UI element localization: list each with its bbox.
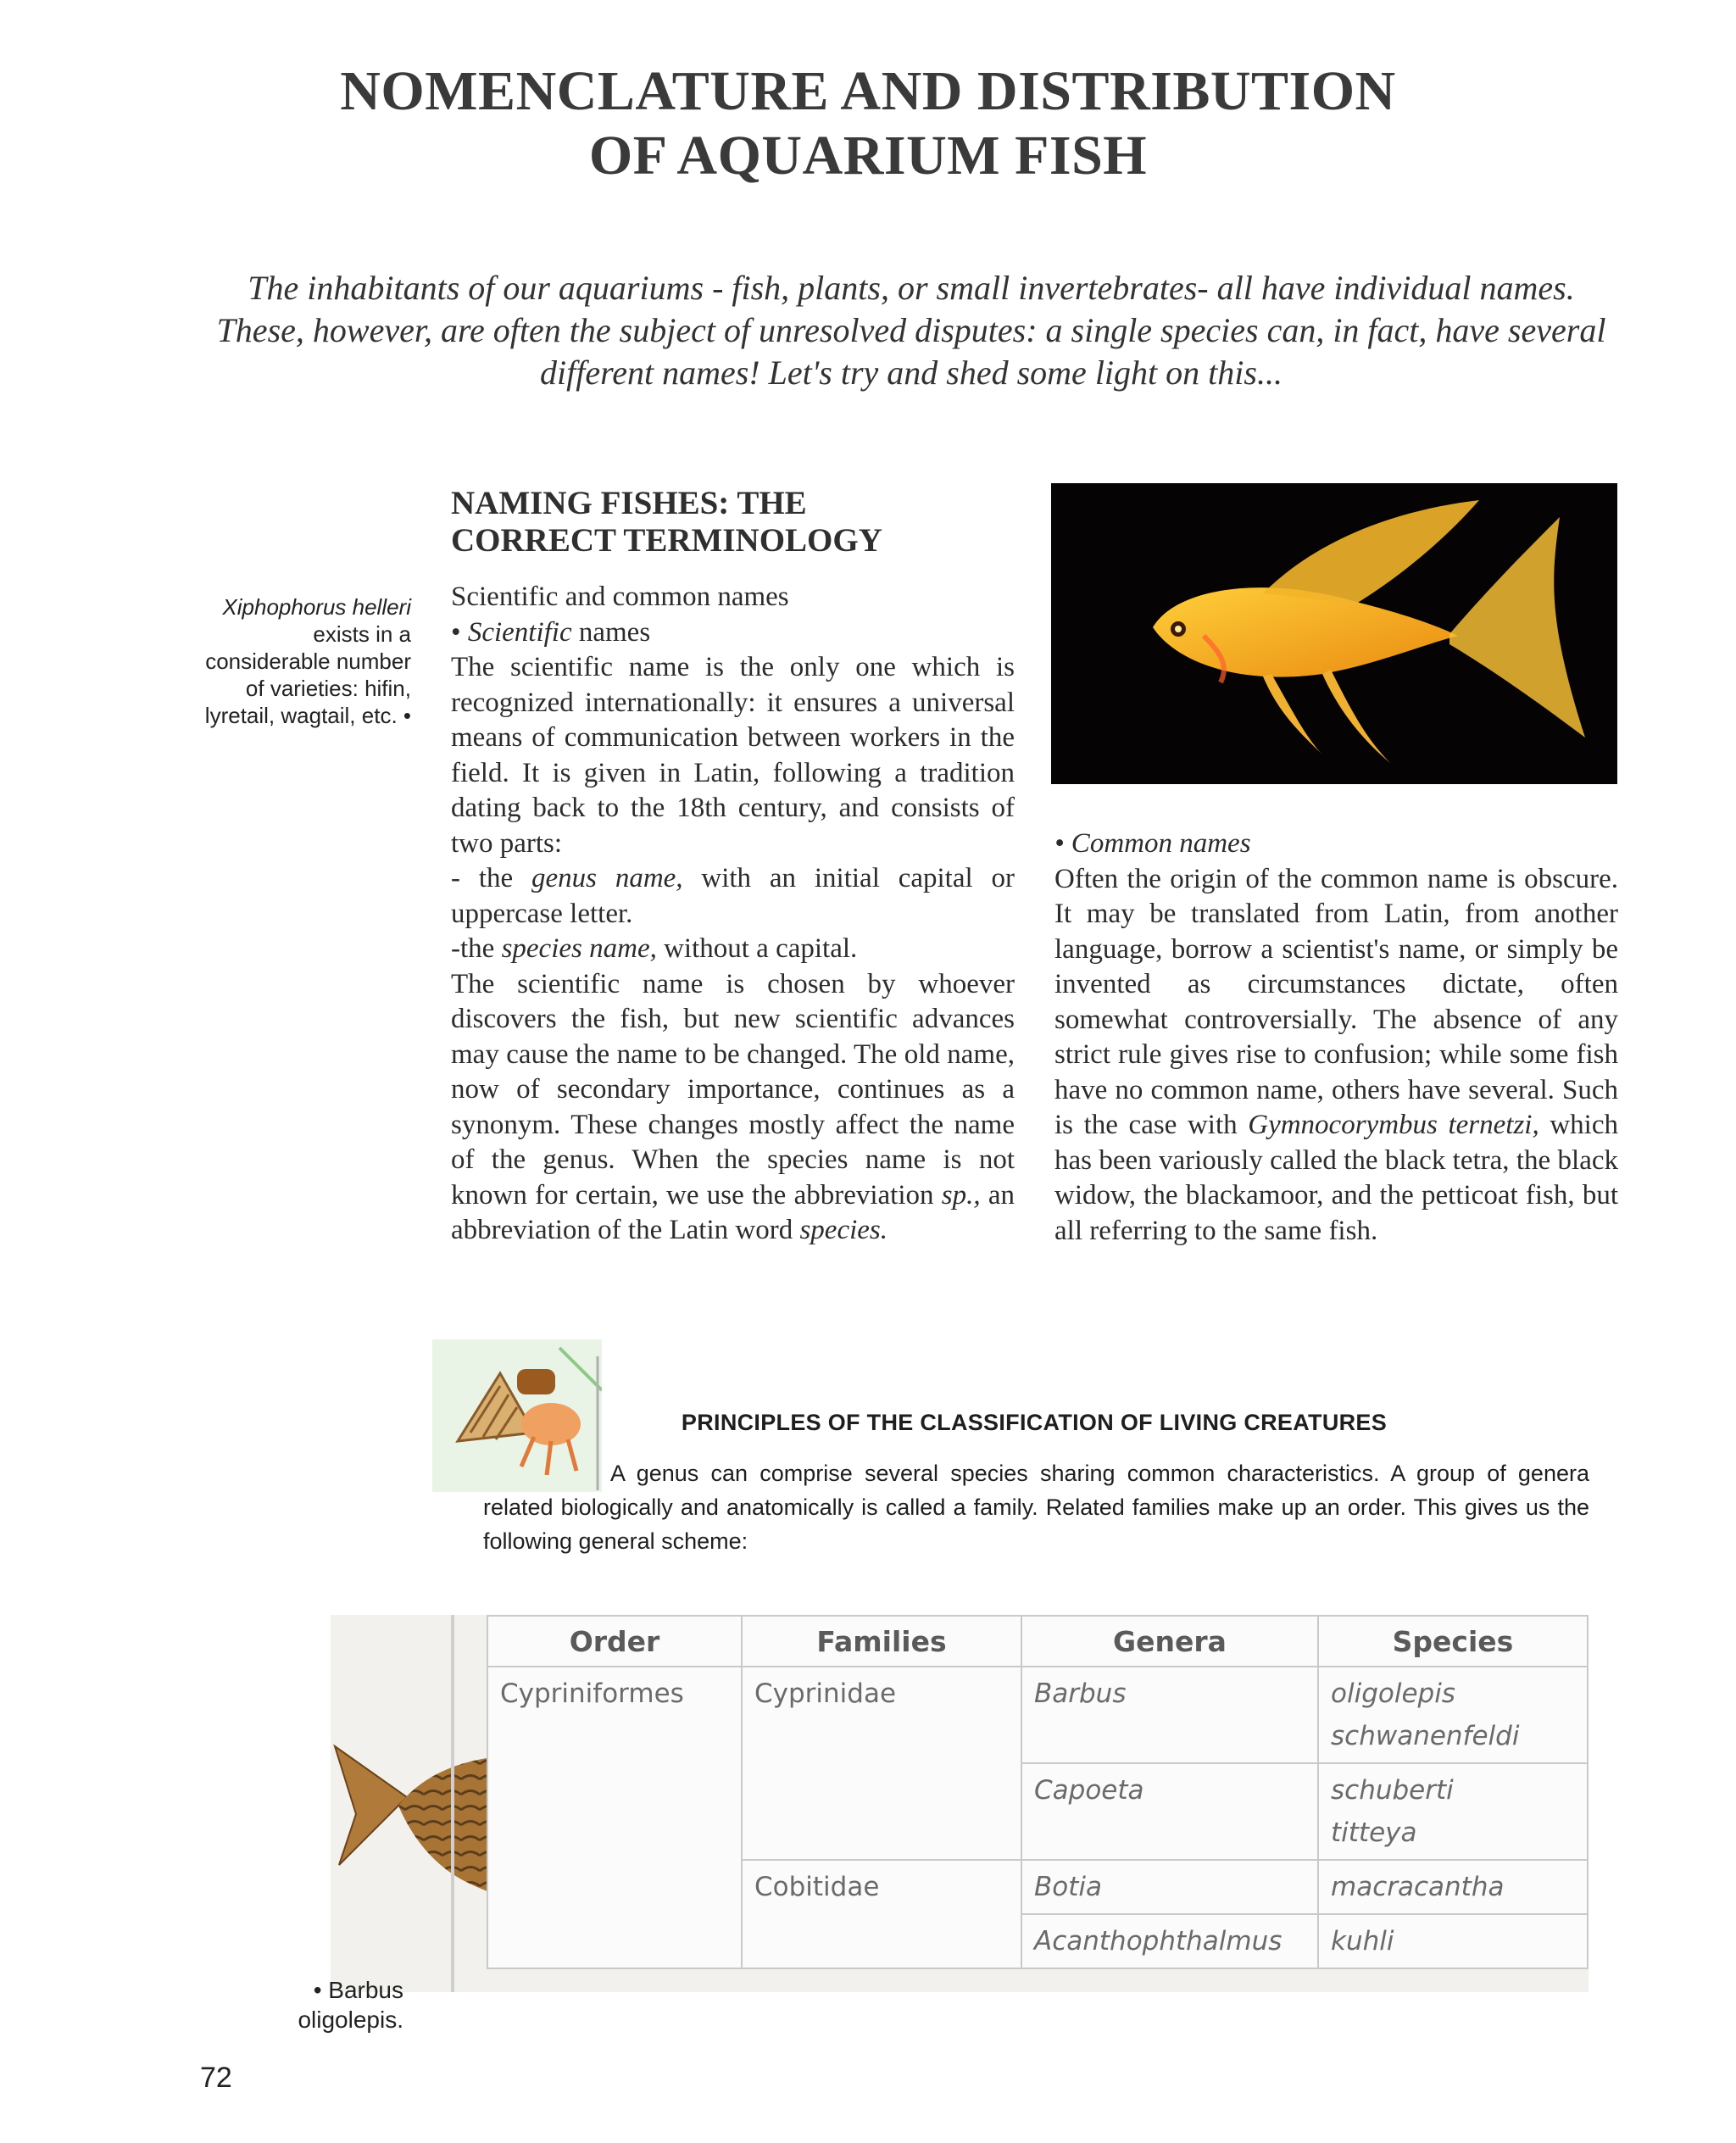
species-name: titteya [1331,1817,1417,1848]
bullet-italic: Scientific [467,616,572,648]
genus-prefix: - the [451,863,531,893]
page-title [0,59,1736,188]
species-item [451,932,1015,967]
cell-family [742,1763,1021,1860]
species-name: schwanenfeldi [1331,1721,1520,1751]
species-rest: without a capital. [656,933,858,964]
swordtail-photo [1051,483,1617,784]
cell-genus: Barbus [1021,1667,1318,1763]
paragraph-naming-changes [451,967,1015,1249]
title-line-1: NOMENCLATURE AND DISTRIBUTION [340,60,1396,122]
section-heading-line-1: NAMING FISHES: THE [451,485,807,521]
cell-family: Cobitidae [742,1860,1021,1914]
left-column [451,580,1015,1249]
species-name: macracantha [1331,1872,1505,1902]
common-names-bullet [1054,827,1618,862]
cell-genus: Capoeta [1021,1763,1318,1860]
caption-species-name: Xiphophorus helleri [222,594,411,620]
paragraph-scientific: The scientific name is the only one which is recognized internationally: it ensures a universal means of communication between workers in the field. It is given in Latin, following a tradition dating back to the 18th century, and consists of two parts: [451,652,1015,859]
caption-text: exists in a considerable number of varieties: hifin, lyretail, wagtail, etc. • [204,621,411,728]
right-column [1054,827,1618,1249]
principles-paragraph [483,1456,1589,1558]
para2-text-b: an abbreviation of the Latin word [451,1179,1015,1245]
cell-species [1318,1763,1588,1860]
table-row [487,1914,1588,1968]
cell-order [487,1763,742,1860]
table-row [487,1667,1588,1763]
common-text-b: which has been variously called the black tetra, the black widow, the blackamoor, and the petticoat fish, but all referring to the same fish. [1054,1110,1618,1246]
barbus-caption [254,1975,403,2034]
paragraph-common-names [1054,862,1618,1250]
barbus-caption-line-1: • Barbus [313,1977,403,2003]
cell-family: Cyprinidae [742,1667,1021,1763]
para2-sp: sp., [941,1179,981,1211]
page-number: 72 [200,2062,232,2094]
cell-family [742,1914,1021,1968]
genus-italic: genus name, [531,863,683,893]
section-heading-line-2: CORRECT TERMINOLOGY [451,522,882,559]
cell-species [1318,1860,1588,1914]
swordtail-fish-illustration [1051,483,1617,784]
barbus-caption-line-2: oligolepis. [298,2007,403,2033]
principles-heading: PRINCIPLES OF THE CLASSIFICATION OF LIVING CREATURES [681,1410,1388,1435]
bullet-rest: names [571,616,651,648]
column-header-order: Order [487,1616,742,1667]
cell-genus: Acanthophthalmus [1021,1914,1318,1968]
classification-table [487,1615,1589,1969]
cell-order: Cypriniformes [487,1667,742,1763]
para2-species: species. [799,1215,887,1245]
species-italic: species name, [501,933,657,964]
common-names-label: • Common names [1054,828,1251,859]
cell-species [1318,1667,1588,1763]
table-left-rule [451,1615,454,1992]
species-name: schuberti [1331,1775,1454,1806]
table-header-row [487,1616,1588,1667]
table-row [487,1860,1588,1914]
cell-order [487,1860,742,1914]
bullet-marker: • [451,616,468,648]
column-header-families: Families [742,1616,1021,1667]
principles-text: A genus can comprise several species sharing common characteristics. A group of genera related biologically and anatomically is called a family. Related families make up an order. This gives us the following general scheme: [483,1461,1589,1554]
title-line-2: OF AQUARIUM FISH [588,125,1148,186]
cell-genus: Botia [1021,1860,1318,1914]
common-text-a: Often the origin of the common name is obscure. It may be translated from Latin, from another language, borrow a scientist's name, or simply be invented as circumstances dictate, often somewhat controversially. The absence of any strict rule gives rise to confusion; while some fish have no common name, others have several. Such is the case with [1054,863,1618,1140]
section-heading [451,485,960,559]
species-prefix: -the [451,933,502,964]
bullet-scientific-names [451,615,1015,651]
intro-paragraph: The inhabitants of our aquariums - fish, plants, or small invertebrates- all have individual names. These, however, are often the subject of unresolved disputes: a single species can, in fact, have several different names! Let's try and shed some light on this... [216,269,1606,392]
table-row [487,1763,1588,1860]
column-header-species: Species [1318,1616,1588,1667]
para2-text-a: The scientific name is chosen by whoever discovers the fish, but new scientific advances may cause the name to be changed. The old name, now of secondary importance, continues as a synonym. These changes mostly affect the name of the genus. When the species name is not known for certain, we use the abbreviation [451,968,1015,1211]
common-italic-species: Gymnocorymbus ternetzi, [1248,1110,1539,1140]
genus-rest: with an initial capital or uppercase letter. [451,863,1015,929]
cell-order [487,1914,742,1968]
species-name: oligolepis [1331,1678,1455,1709]
species-name: kuhli [1331,1926,1394,1957]
genus-item [451,861,1015,932]
swordtail-caption [203,593,411,729]
column-header-genera: Genera [1021,1616,1318,1667]
cell-species [1318,1914,1588,1968]
subheading-scientific-common: Scientific and common names [451,582,789,612]
